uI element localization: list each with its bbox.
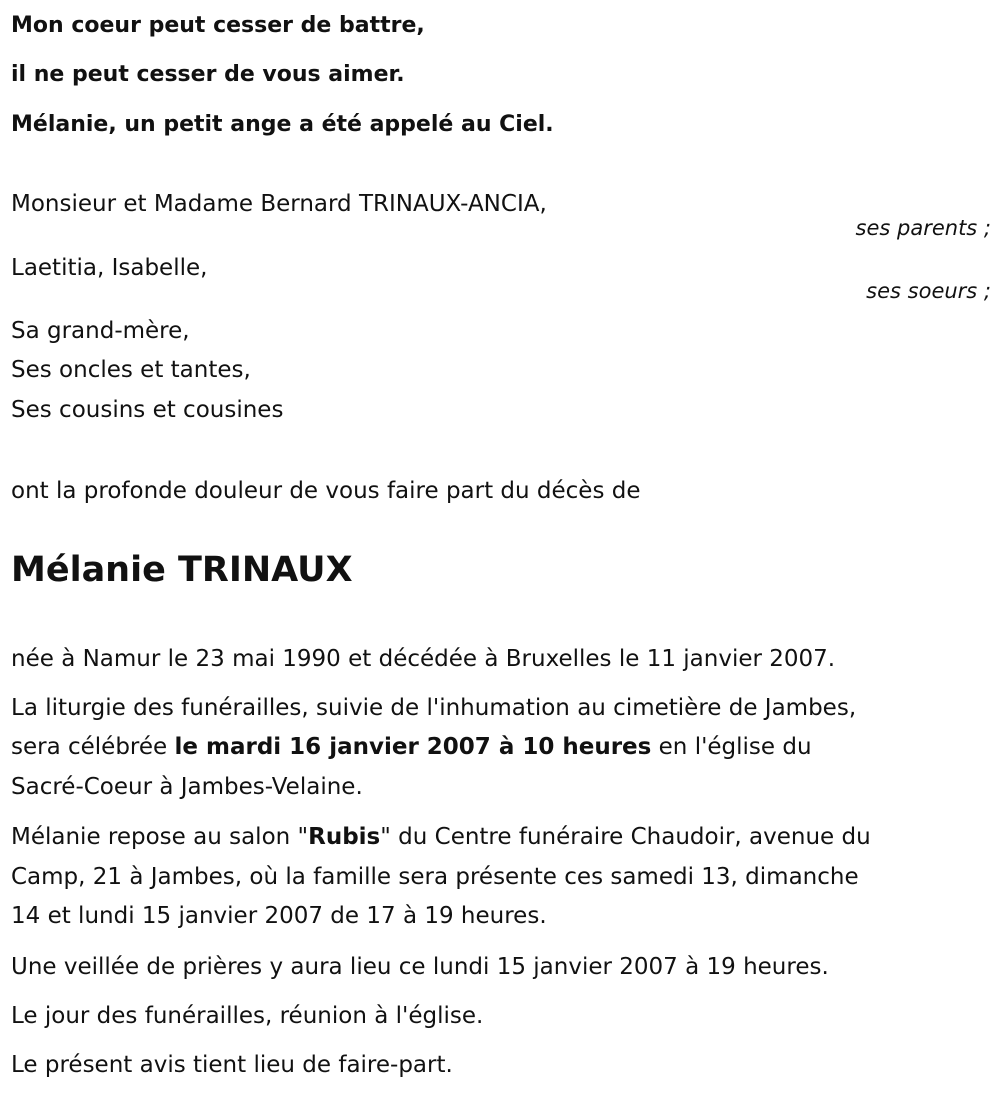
quote-line-1: Mon coeur peut cesser de battre, [11, 13, 425, 38]
deceased-name: Mélanie TRINAUX [11, 550, 353, 590]
funeral-date-time: le mardi 16 janvier 2007 à 10 heures [174, 734, 652, 760]
meeting-text: Le jour des funérailles, réunion à l'église. [11, 1003, 484, 1029]
family-uncles-aunts: Ses oncles et tantes, [11, 357, 251, 383]
quote-line-3: Mélanie, un petit ange a été appelé au Ciel. [11, 112, 554, 137]
vigil-text: Une veillée de prières y aura lieu ce lundi 15 janvier 2007 à 19 heures. [11, 954, 829, 980]
announcement-text: ont la profonde douleur de vous faire part du décès de [11, 478, 641, 504]
family-sisters: Laetitia, Isabelle, [11, 255, 208, 281]
relation-parents: ses parents ; [855, 216, 991, 240]
birth-death-text: née à Namur le 23 mai 1990 et décédée à Bruxelles le 11 janvier 2007. [11, 646, 836, 672]
family-cousins: Ses cousins et cousines [11, 397, 284, 423]
visitation-line-3: 14 et lundi 15 janvier 2007 de 17 à 19 heures. [11, 903, 547, 929]
family-grandmother: Sa grand-mère, [11, 318, 190, 344]
visitation-line-2: Camp, 21 à Jambes, où la famille sera présente ces samedi 13, dimanche [11, 864, 859, 890]
salon-name: Rubis [308, 824, 381, 850]
visitation-line-1 [11, 823, 871, 851]
funeral-line-2 [11, 733, 812, 761]
funeral-line-3: Sacré-Coeur à Jambes-Velaine. [11, 774, 363, 800]
funeral-line-1: La liturgie des funérailles, suivie de l'inhumation au cimetière de Jambes, [11, 695, 857, 721]
family-parents: Monsieur et Madame Bernard TRINAUX-ANCIA, [11, 191, 547, 217]
visitation-line-1-pre: Mélanie repose au salon " [11, 824, 309, 850]
funeral-line-2-pre: sera célébrée [11, 734, 175, 760]
quote-line-2: il ne peut cesser de vous aimer. [11, 62, 405, 87]
funeral-line-2-post: en l'église du [651, 734, 812, 760]
relation-sisters: ses soeurs ; [866, 279, 991, 303]
visitation-line-1-post: " du Centre funéraire Chaudoir, avenue du [380, 824, 871, 850]
notice-text: Le présent avis tient lieu de faire-part. [11, 1052, 453, 1078]
